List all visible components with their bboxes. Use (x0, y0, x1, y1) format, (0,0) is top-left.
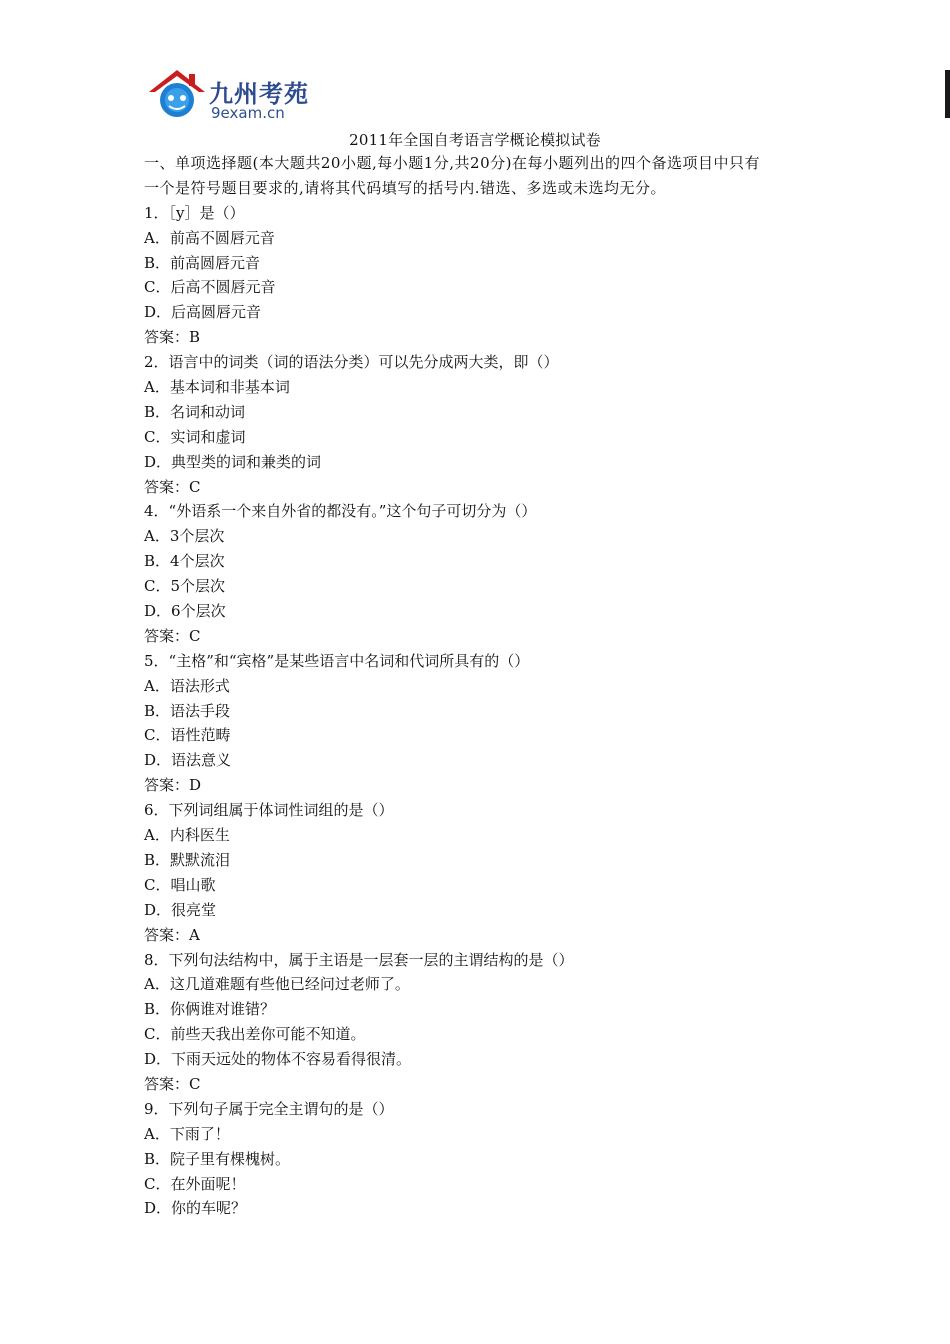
option-a: A．下雨了！ (144, 1124, 230, 1143)
page-edge-mark (945, 70, 950, 118)
question-stem: 4．“外语系一个来自外省的都没有。”这个句子可切分为（） (144, 502, 537, 521)
option-c: C．唱山歌 (144, 875, 216, 894)
section-instruction: 一、单项选择题(本大题共20小题,每小题1分,共20分)在每小题列出的四个备选项目中只有 (144, 154, 760, 172)
option-b: B．默默流泪 (144, 850, 231, 869)
option-a: A．3个层次 (144, 527, 225, 546)
option-d: D．很亮堂 (144, 900, 217, 919)
question-block (144, 798, 824, 947)
question-block (144, 948, 824, 1097)
option-c: C．后高不圆唇元音 (144, 278, 276, 297)
answer-line: 答案：D (144, 776, 202, 795)
answer-line: 答案：A (144, 925, 200, 944)
question-stem: 9．下列句子属于完全主谓句的是（） (144, 1099, 394, 1118)
option-a: A．内科医生 (144, 826, 230, 845)
answer-line: 答案：C (144, 626, 201, 645)
logo-domain-text: 9exam.cn (211, 104, 285, 122)
option-d: D．典型类的词和兼类的词 (144, 452, 322, 471)
question-stem: 6．下列词组属于体词性词组的是（） (144, 801, 394, 820)
option-c: C．前些天我出差你可能不知道。 (144, 1025, 366, 1044)
question-block (144, 350, 824, 499)
question-stem: 8．下列句法结构中，属于主语是一层套一层的主谓结构的是（） (144, 950, 574, 969)
option-b: B．语法手段 (144, 701, 231, 720)
option-d: D．后高圆唇元音 (144, 303, 262, 322)
option-a: A．基本词和非基本词 (144, 378, 290, 397)
option-b: B．4个层次 (144, 552, 225, 571)
graduation-cap-logo-icon (145, 66, 209, 124)
question-block (144, 201, 824, 350)
answer-line: 答案：C (144, 477, 201, 496)
question-block (144, 499, 824, 648)
answer-line: 答案：B (144, 328, 201, 347)
section-instruction: 一个是符号题目要求的,请将其代码填写的括号内.错选、多选或未选均无分。 (144, 178, 667, 197)
option-d: D．你的车呢？ (144, 1199, 247, 1218)
option-d: D．下雨天远处的物体不容易看得很清。 (144, 1050, 412, 1069)
option-b: B．你俩谁对谁错？ (144, 1000, 276, 1019)
logo-brand-text: 九州考苑 (209, 80, 309, 108)
option-a: A．前高不圆唇元音 (144, 228, 275, 247)
question-stem: 2．语言中的词类（词的语法分类）可以先分成两大类，即（） (144, 353, 559, 372)
question-block (144, 1097, 824, 1221)
option-b: B．院子里有棵槐树。 (144, 1149, 291, 1168)
option-b: B．名词和动词 (144, 402, 246, 421)
option-c: C．5个层次 (144, 577, 226, 596)
answer-line: 答案：C (144, 1074, 201, 1093)
option-d: D．语法意义 (144, 751, 232, 770)
option-b: B．前高圆唇元音 (144, 253, 261, 272)
document-body (144, 151, 824, 1221)
logo (145, 66, 309, 124)
option-c: C．语性范畴 (144, 726, 231, 745)
document-title: 2011年全国自考语言学概论模拟试卷 (349, 131, 601, 149)
option-a: A．这几道难题有些他已经问过老师了。 (144, 975, 410, 994)
option-a: A．语法形式 (144, 676, 230, 695)
question-stem: 1．［y］是（） (144, 203, 245, 222)
option-d: D．6个层次 (144, 602, 226, 621)
question-block (144, 649, 824, 798)
option-c: C．实词和虚词 (144, 427, 246, 446)
option-c: C．在外面呢！ (144, 1174, 246, 1193)
question-stem: 5．“主格”和“宾格”是某些语言中名词和代词所具有的（） (144, 651, 530, 670)
